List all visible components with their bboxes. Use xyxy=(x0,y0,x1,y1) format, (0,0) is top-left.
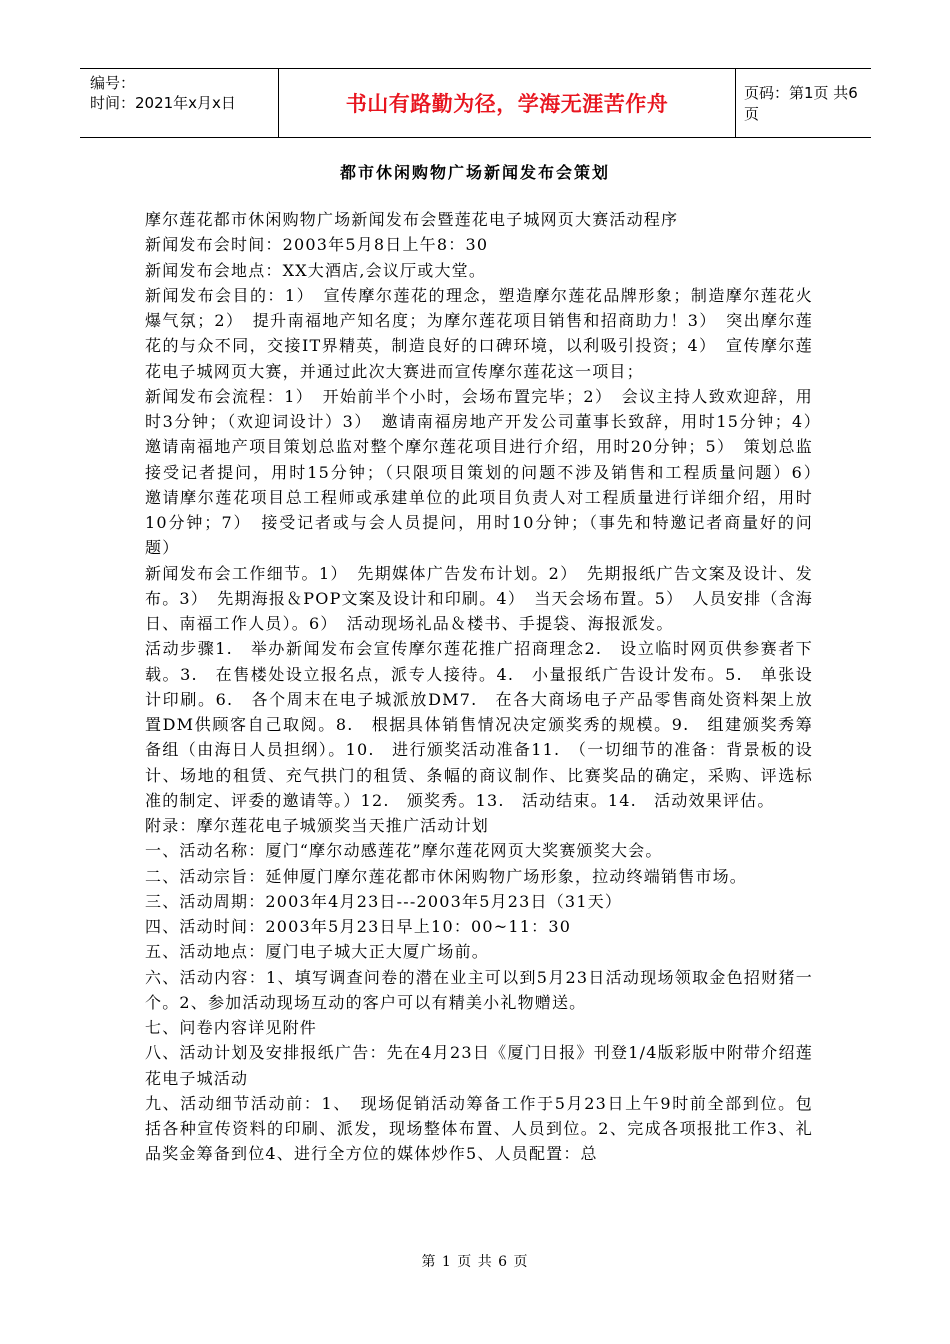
document-body xyxy=(145,207,831,1167)
paragraph: 新闻发布会流程：1） 开始前半个小时，会场布置完毕；2） 会议主持人致欢迎辞，用时3分钟；（欢迎词设计）3） 邀请南福房地产开发公司董事长致辞，用时15分钟；4） 邀请南福地产项目策划总监对整个摩尔莲花项目进行介绍，用时20分钟；5） 策划总监接受记者提问，用时15分钟；（只限项目策划的问题不涉及销售和工程质量问题）6） 邀请摩尔莲花项目总工程师或承建单位的此项目负责人对工程质量进行详细介绍，用时10分钟；7） 接受记者或与会人员提问，用时10分钟；（事先和特邀记者商量好的问题） xyxy=(145,386,831,558)
paragraph: 三、活动周期：2003年4月23日---2003年5月23日（31天） xyxy=(145,891,623,911)
motto: 书山有路勤为径，学海无涯苦作舟 xyxy=(345,92,669,116)
paragraph: 新闻发布会地点：XX大酒店,会议厅或大堂。 xyxy=(145,260,487,280)
paragraph: 附录：摩尔莲花电子城颁奖当天推广活动计划 xyxy=(145,816,490,835)
paragraph: 二、活动宗旨：延伸厦门摩尔莲花都市休闲购物广场形象，拉动终端销售市场。 xyxy=(145,866,748,886)
paragraph: 五、活动地点：厦门电子城大正大厦广场前。 xyxy=(145,942,490,962)
paragraph: 四、活动时间：2003年5月23日早上10：00~11：30 xyxy=(145,917,572,936)
paragraph: 七、问卷内容详见附件 xyxy=(145,1018,318,1037)
paragraph: 新闻发布会目的：1） 宣传摩尔莲花的理念，塑造摩尔莲花品牌形象；制造摩尔莲花火爆气氛；2） 提升南福地产知名度；为摩尔莲花项目销售和招商助力！3） 突出摩尔莲花的与众不同，交接IT界精英，制造良好的口碑环境，以利吸引投资；4） 宣传摩尔莲花电子城网页大赛，并通过此次大赛进而宣传摩尔莲花这一项目； xyxy=(145,285,813,381)
paragraph: 活动步骤1. 举办新闻发布会宣传摩尔莲花推广招商理念2. 设立临时网页供参赛者下载。3. 在售楼处设立报名点，派专人接待。4. 小量报纸广告设计发布。5. 单张设计印刷。6. 各个周末在电子城派放DM7. 在各大商场电子产品零售商处资料架上放置DM供顾客自己取阅。8. 根据具体销售情况决定颁奖秀的规模。9. 组建颁奖秀筹备组（由海日人员担纲）。10. 进行颁奖活动准备11. （一切细节的准备：背景板的设计、场地的租赁、充气拱门的租赁、条幅的商议制作、比赛奖品的确定，采购、评选标准的制定、评委的邀请等。）12. 颁奖秀。13. 活动结束。14. 活动效果评估。 xyxy=(145,639,813,810)
paragraph: 九、活动细节活动前：1、 现场促销活动筹备工作于5月23日上午9时前全部到位。包括各种宣传资料的印刷、派发，现场整体布置、人员到位。2、完成各项报批工作3、礼品奖金筹备到位4、进行全方位的媒体炒作5、人员配置：总 xyxy=(145,1093,813,1164)
page-footer: 第 1 页 共 6 页 xyxy=(421,1254,529,1270)
header-table xyxy=(80,68,871,138)
header-meta xyxy=(80,69,278,137)
number-label: 编号： xyxy=(90,74,136,92)
header-motto-cell xyxy=(278,69,736,137)
paragraph: 一、活动名称：厦门“摩尔动感莲花”摩尔莲花网页大奖赛颁奖大会。 xyxy=(145,841,663,861)
paragraph: 新闻发布会时间：2003年5月8日上午8：30 xyxy=(145,235,489,255)
paragraph: 六、活动内容：1、填写调查问卷的潜在业主可以到5月23日活动现场领取金色招财猪一个。2、参加活动现场互动的客户可以有精美小礼物赠送。 xyxy=(145,967,813,1012)
document-title: 都市休闲购物广场新闻发布会策划 xyxy=(339,163,610,182)
paragraph: 摩尔莲花都市休闲购物广场新闻发布会暨莲花电子城网页大赛活动程序 xyxy=(145,210,679,229)
header-page-info: 页码：第1页 共6页 xyxy=(744,84,858,123)
time-label: 时间：2021年x月x日 xyxy=(90,94,236,112)
paragraph: 八、活动计划及安排报纸广告：先在4月23日《厦门日报》刊登1/4版彩版中附带介绍莲花电子城活动 xyxy=(145,1043,813,1088)
paragraph: 新闻发布会工作细节。1） 先期媒体广告发布计划。2） 先期报纸广告文案及设计、发布。3） 先期海报＆POP文案及设计和印刷。4） 当天会场布置。5） 人员安排（含海日、南福工作人员）。6） 活动现场礼品＆楼书、手提袋、海报派发。 xyxy=(145,563,813,633)
